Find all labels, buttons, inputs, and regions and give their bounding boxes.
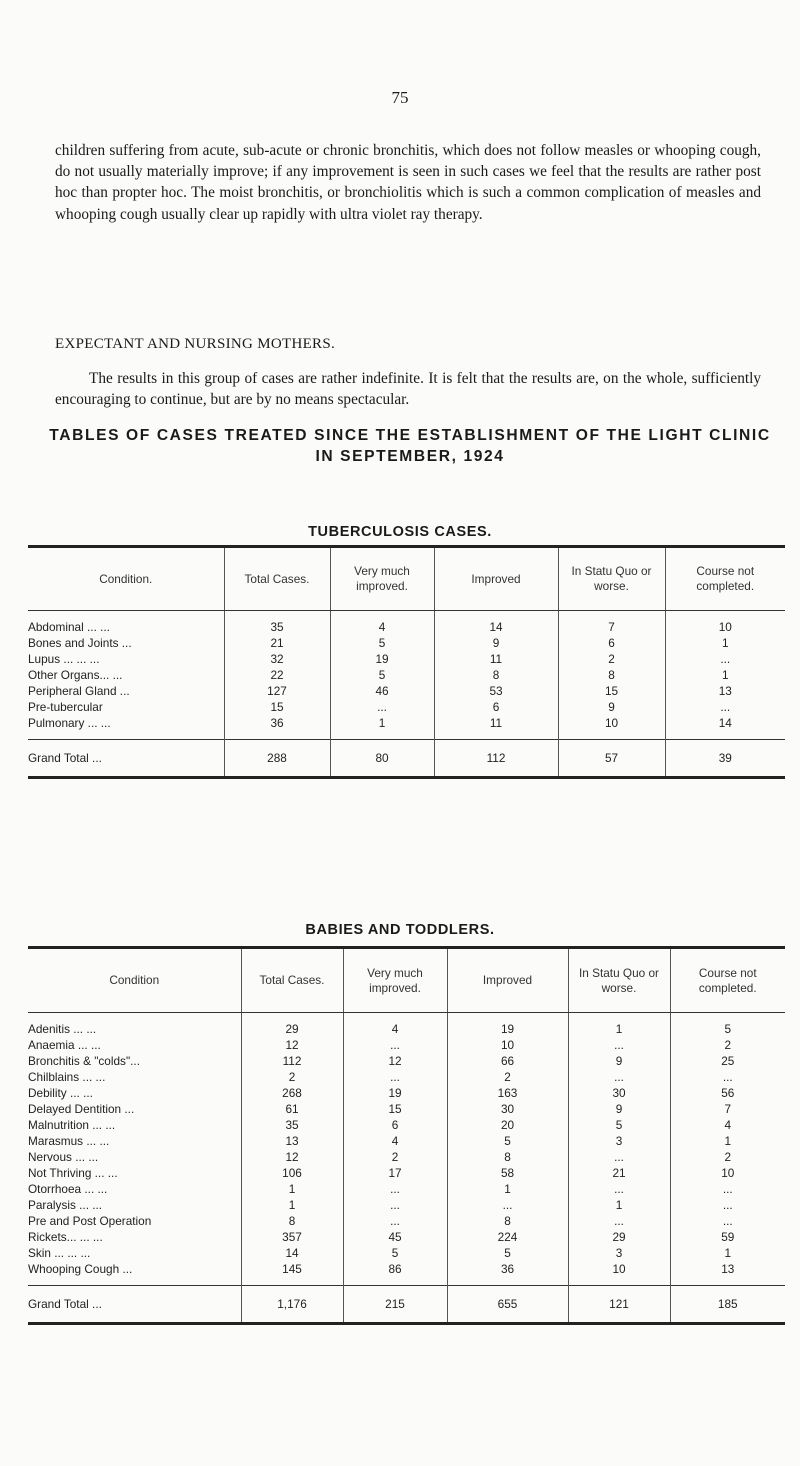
value-cell: ... (568, 1069, 670, 1085)
value-cell: ... (670, 1069, 785, 1085)
value-cell: 2 (670, 1037, 785, 1053)
condition-cell: Peripheral Gland ... (28, 684, 130, 698)
value-cell: 35 (241, 1117, 343, 1133)
col-header-very-much-improved: Very much improved. (330, 547, 434, 611)
col-header-total: Total Cases. (241, 948, 343, 1013)
table-row (28, 1053, 785, 1069)
value-cell: 6 (343, 1117, 447, 1133)
condition-cell: Nervous ... ... (28, 1150, 99, 1164)
value-cell: 1 (665, 635, 785, 651)
condition-cell: Not Thriving ... ... (28, 1166, 118, 1180)
col-header-statu-quo: In Statu Quo or worse. (558, 547, 665, 611)
babies-table-title: BABIES AND TODDLERS. (305, 922, 495, 938)
value-cell: 106 (241, 1165, 343, 1181)
condition-cell: Bones and Joints ... (28, 636, 132, 650)
condition-cell: Abdominal ... ... (28, 620, 110, 634)
value-cell: 9 (558, 699, 665, 715)
tuberculosis-table-title: TUBERCULOSIS CASES. (308, 524, 492, 540)
value-cell: 215 (343, 1286, 447, 1324)
value-cell: 1 (330, 715, 434, 740)
col-header-statu-quo: In Statu Quo or worse. (568, 948, 670, 1013)
value-cell: 11 (434, 651, 558, 667)
value-cell: 121 (568, 1286, 670, 1324)
value-cell: 655 (447, 1286, 568, 1324)
value-cell: 1 (241, 1181, 343, 1197)
table-row (28, 683, 785, 699)
value-cell: 9 (434, 635, 558, 651)
value-cell: 36 (224, 715, 330, 740)
condition-cell: Debility ... ... (28, 1086, 93, 1100)
value-cell: 45 (343, 1229, 447, 1245)
value-cell: 86 (343, 1261, 447, 1286)
col-header-condition: Condition. (28, 547, 224, 611)
value-cell: 10 (568, 1261, 670, 1286)
main-title: TABLES OF CASES TREATED SINCE THE ESTABLISHMENT OF THE LIGHT CLINIC IN SEPTEMBER, 1924 (49, 427, 771, 465)
condition-cell: Rickets... ... ... (28, 1230, 103, 1244)
value-cell: 25 (670, 1053, 785, 1069)
value-cell: 46 (330, 683, 434, 699)
value-cell: 2 (343, 1149, 447, 1165)
table-row (28, 1229, 785, 1245)
value-cell: 10 (558, 715, 665, 740)
table-row (28, 1133, 785, 1149)
value-cell: 21 (568, 1165, 670, 1181)
value-cell: 1 (568, 1013, 670, 1038)
tuberculosis-table (28, 545, 785, 779)
value-cell: 9 (568, 1101, 670, 1117)
value-cell: 5 (330, 667, 434, 683)
value-cell: ... (665, 699, 785, 715)
value-cell: ... (670, 1197, 785, 1213)
table-row (28, 611, 785, 636)
value-cell: ... (343, 1037, 447, 1053)
value-cell: 8 (241, 1213, 343, 1229)
value-cell: 56 (670, 1085, 785, 1101)
value-cell: 5 (447, 1245, 568, 1261)
page-number: 75 (391, 88, 409, 107)
condition-cell: Pre and Post Operation (28, 1214, 152, 1228)
value-cell: 22 (224, 667, 330, 683)
table-row (28, 1037, 785, 1053)
value-cell: 58 (447, 1165, 568, 1181)
col-header-improved: Improved (434, 547, 558, 611)
table-row (28, 1117, 785, 1133)
value-cell: ... (343, 1069, 447, 1085)
babies-body (28, 1013, 785, 1324)
value-cell: 19 (447, 1013, 568, 1038)
condition-cell: Whooping Cough ... (28, 1262, 133, 1276)
table-row (28, 1245, 785, 1261)
value-cell: 53 (434, 683, 558, 699)
condition-cell: Bronchitis & "colds"... (28, 1054, 140, 1068)
value-cell: 2 (241, 1069, 343, 1085)
table-row (28, 1013, 785, 1038)
condition-cell: Delayed Dentition ... (28, 1102, 135, 1116)
value-cell: 61 (241, 1101, 343, 1117)
table-row (28, 1181, 785, 1197)
value-cell: 112 (241, 1053, 343, 1069)
value-cell: 19 (343, 1085, 447, 1101)
condition-cell: Marasmus ... ... (28, 1134, 110, 1148)
value-cell: 9 (568, 1053, 670, 1069)
value-cell: 357 (241, 1229, 343, 1245)
value-cell: ... (447, 1197, 568, 1213)
value-cell: 39 (665, 740, 785, 778)
tuberculosis-body (28, 611, 785, 778)
value-cell: 10 (665, 611, 785, 636)
value-cell: 4 (330, 611, 434, 636)
value-cell: 12 (343, 1053, 447, 1069)
value-cell: 112 (434, 740, 558, 778)
value-cell: ... (665, 651, 785, 667)
value-cell: 19 (330, 651, 434, 667)
table-row (28, 667, 785, 683)
value-cell: 57 (558, 740, 665, 778)
value-cell: 1 (568, 1197, 670, 1213)
table-row (28, 1197, 785, 1213)
value-cell: 4 (343, 1133, 447, 1149)
value-cell: 5 (568, 1117, 670, 1133)
value-cell: 12 (241, 1149, 343, 1165)
value-cell: 36 (447, 1261, 568, 1286)
value-cell: 66 (447, 1053, 568, 1069)
value-cell: 5 (343, 1245, 447, 1261)
value-cell: 14 (241, 1245, 343, 1261)
value-cell: ... (568, 1149, 670, 1165)
condition-cell: Chilblains ... ... (28, 1070, 106, 1084)
header-row (28, 547, 785, 611)
condition-cell: Anaemia ... ... (28, 1038, 101, 1052)
value-cell: 15 (558, 683, 665, 699)
table-row (28, 715, 785, 740)
value-cell: 7 (670, 1101, 785, 1117)
header-row (28, 948, 785, 1013)
value-cell: ... (568, 1213, 670, 1229)
value-cell: 5 (447, 1133, 568, 1149)
value-cell: 145 (241, 1261, 343, 1286)
value-cell: 1 (670, 1245, 785, 1261)
babies-table (28, 946, 785, 1325)
value-cell: 35 (224, 611, 330, 636)
value-cell: 10 (670, 1165, 785, 1181)
value-cell: 1,176 (241, 1286, 343, 1324)
value-cell: 20 (447, 1117, 568, 1133)
table-row (28, 699, 785, 715)
value-cell: 8 (558, 667, 665, 683)
value-cell: 17 (343, 1165, 447, 1181)
value-cell: 11 (434, 715, 558, 740)
col-header-not-completed: Course not completed. (665, 547, 785, 611)
value-cell: 15 (343, 1101, 447, 1117)
value-cell: 29 (568, 1229, 670, 1245)
value-cell: 5 (670, 1013, 785, 1038)
col-header-condition: Condition (28, 948, 241, 1013)
value-cell: 8 (447, 1149, 568, 1165)
value-cell: 5 (330, 635, 434, 651)
col-header-improved: Improved (447, 948, 568, 1013)
value-cell: 14 (665, 715, 785, 740)
value-cell: 15 (224, 699, 330, 715)
value-cell: 1 (670, 1133, 785, 1149)
value-cell: 127 (224, 683, 330, 699)
table-row (28, 1085, 785, 1101)
value-cell: 21 (224, 635, 330, 651)
value-cell: 288 (224, 740, 330, 778)
condition-cell: Grand Total ... (28, 1286, 241, 1324)
table-row (28, 1149, 785, 1165)
condition-cell: Skin ... ... ... (28, 1246, 91, 1260)
condition-cell: Adenitis ... ... (28, 1022, 97, 1036)
value-cell: 2 (558, 651, 665, 667)
value-cell: 59 (670, 1229, 785, 1245)
grand-total-row (28, 740, 785, 778)
value-cell: 8 (434, 667, 558, 683)
value-cell: 268 (241, 1085, 343, 1101)
value-cell: 6 (434, 699, 558, 715)
value-cell: 1 (447, 1181, 568, 1197)
condition-cell: Pre-tubercular (28, 700, 103, 714)
value-cell: 30 (447, 1101, 568, 1117)
value-cell: 8 (447, 1213, 568, 1229)
value-cell: 29 (241, 1013, 343, 1038)
value-cell: 3 (568, 1133, 670, 1149)
col-header-very-much-improved: Very much improved. (343, 948, 447, 1013)
condition-cell: Pulmonary ... ... (28, 716, 111, 730)
value-cell: ... (670, 1181, 785, 1197)
value-cell: 30 (568, 1085, 670, 1101)
value-cell: 4 (670, 1117, 785, 1133)
table-row (28, 1101, 785, 1117)
value-cell: 6 (558, 635, 665, 651)
value-cell: 80 (330, 740, 434, 778)
condition-cell: Lupus ... ... ... (28, 652, 100, 666)
value-cell: 2 (447, 1069, 568, 1085)
value-cell: 14 (434, 611, 558, 636)
value-cell: 10 (447, 1037, 568, 1053)
col-header-total: Total Cases. (224, 547, 330, 611)
table-row (28, 651, 785, 667)
value-cell: 32 (224, 651, 330, 667)
table-row (28, 1261, 785, 1286)
value-cell: 12 (241, 1037, 343, 1053)
value-cell: 1 (665, 667, 785, 683)
condition-cell: Other Organs... ... (28, 668, 123, 682)
condition-cell: Otorrhoea ... ... (28, 1182, 108, 1196)
value-cell: 7 (558, 611, 665, 636)
value-cell: 185 (670, 1286, 785, 1324)
value-cell: 163 (447, 1085, 568, 1101)
value-cell: 4 (343, 1013, 447, 1038)
value-cell: ... (343, 1181, 447, 1197)
value-cell: ... (670, 1213, 785, 1229)
condition-cell: Malnutrition ... ... (28, 1118, 116, 1132)
value-cell: ... (568, 1181, 670, 1197)
col-header-not-completed: Course not completed. (670, 948, 785, 1013)
table-row (28, 1213, 785, 1229)
value-cell: 13 (670, 1261, 785, 1286)
table-row (28, 635, 785, 651)
value-cell: 224 (447, 1229, 568, 1245)
value-cell: ... (568, 1037, 670, 1053)
value-cell: 13 (665, 683, 785, 699)
value-cell: 1 (241, 1197, 343, 1213)
value-cell: ... (343, 1213, 447, 1229)
condition-cell: Paralysis ... ... (28, 1198, 103, 1212)
table-row (28, 1069, 785, 1085)
value-cell: 2 (670, 1149, 785, 1165)
grand-total-row (28, 1286, 785, 1324)
table-row (28, 1165, 785, 1181)
section-paragraph: The results in this group of cases are rather indefinite. It is felt that the results are, on the whole, sufficiently encouraging to continue, but are by no means spectacular. (55, 370, 761, 409)
value-cell: ... (343, 1197, 447, 1213)
value-cell: 13 (241, 1133, 343, 1149)
condition-cell: Grand Total ... (28, 740, 224, 778)
value-cell: ... (330, 699, 434, 715)
intro-paragraph: children suffering from acute, sub-acute or chronic bronchitis, which does not follow measles or whooping cough, do not usually materially improve; if any improvement is seen in such cases we feel that the results are rather post hoc than propter hoc. The moist bronchitis, or bronchiolitis which is such a common complication of measles and whooping cough usually clear up rapidly with ultra violet ray therapy. (55, 142, 761, 223)
section-heading: EXPECTANT AND NURSING MOTHERS. (55, 336, 336, 352)
value-cell: 3 (568, 1245, 670, 1261)
